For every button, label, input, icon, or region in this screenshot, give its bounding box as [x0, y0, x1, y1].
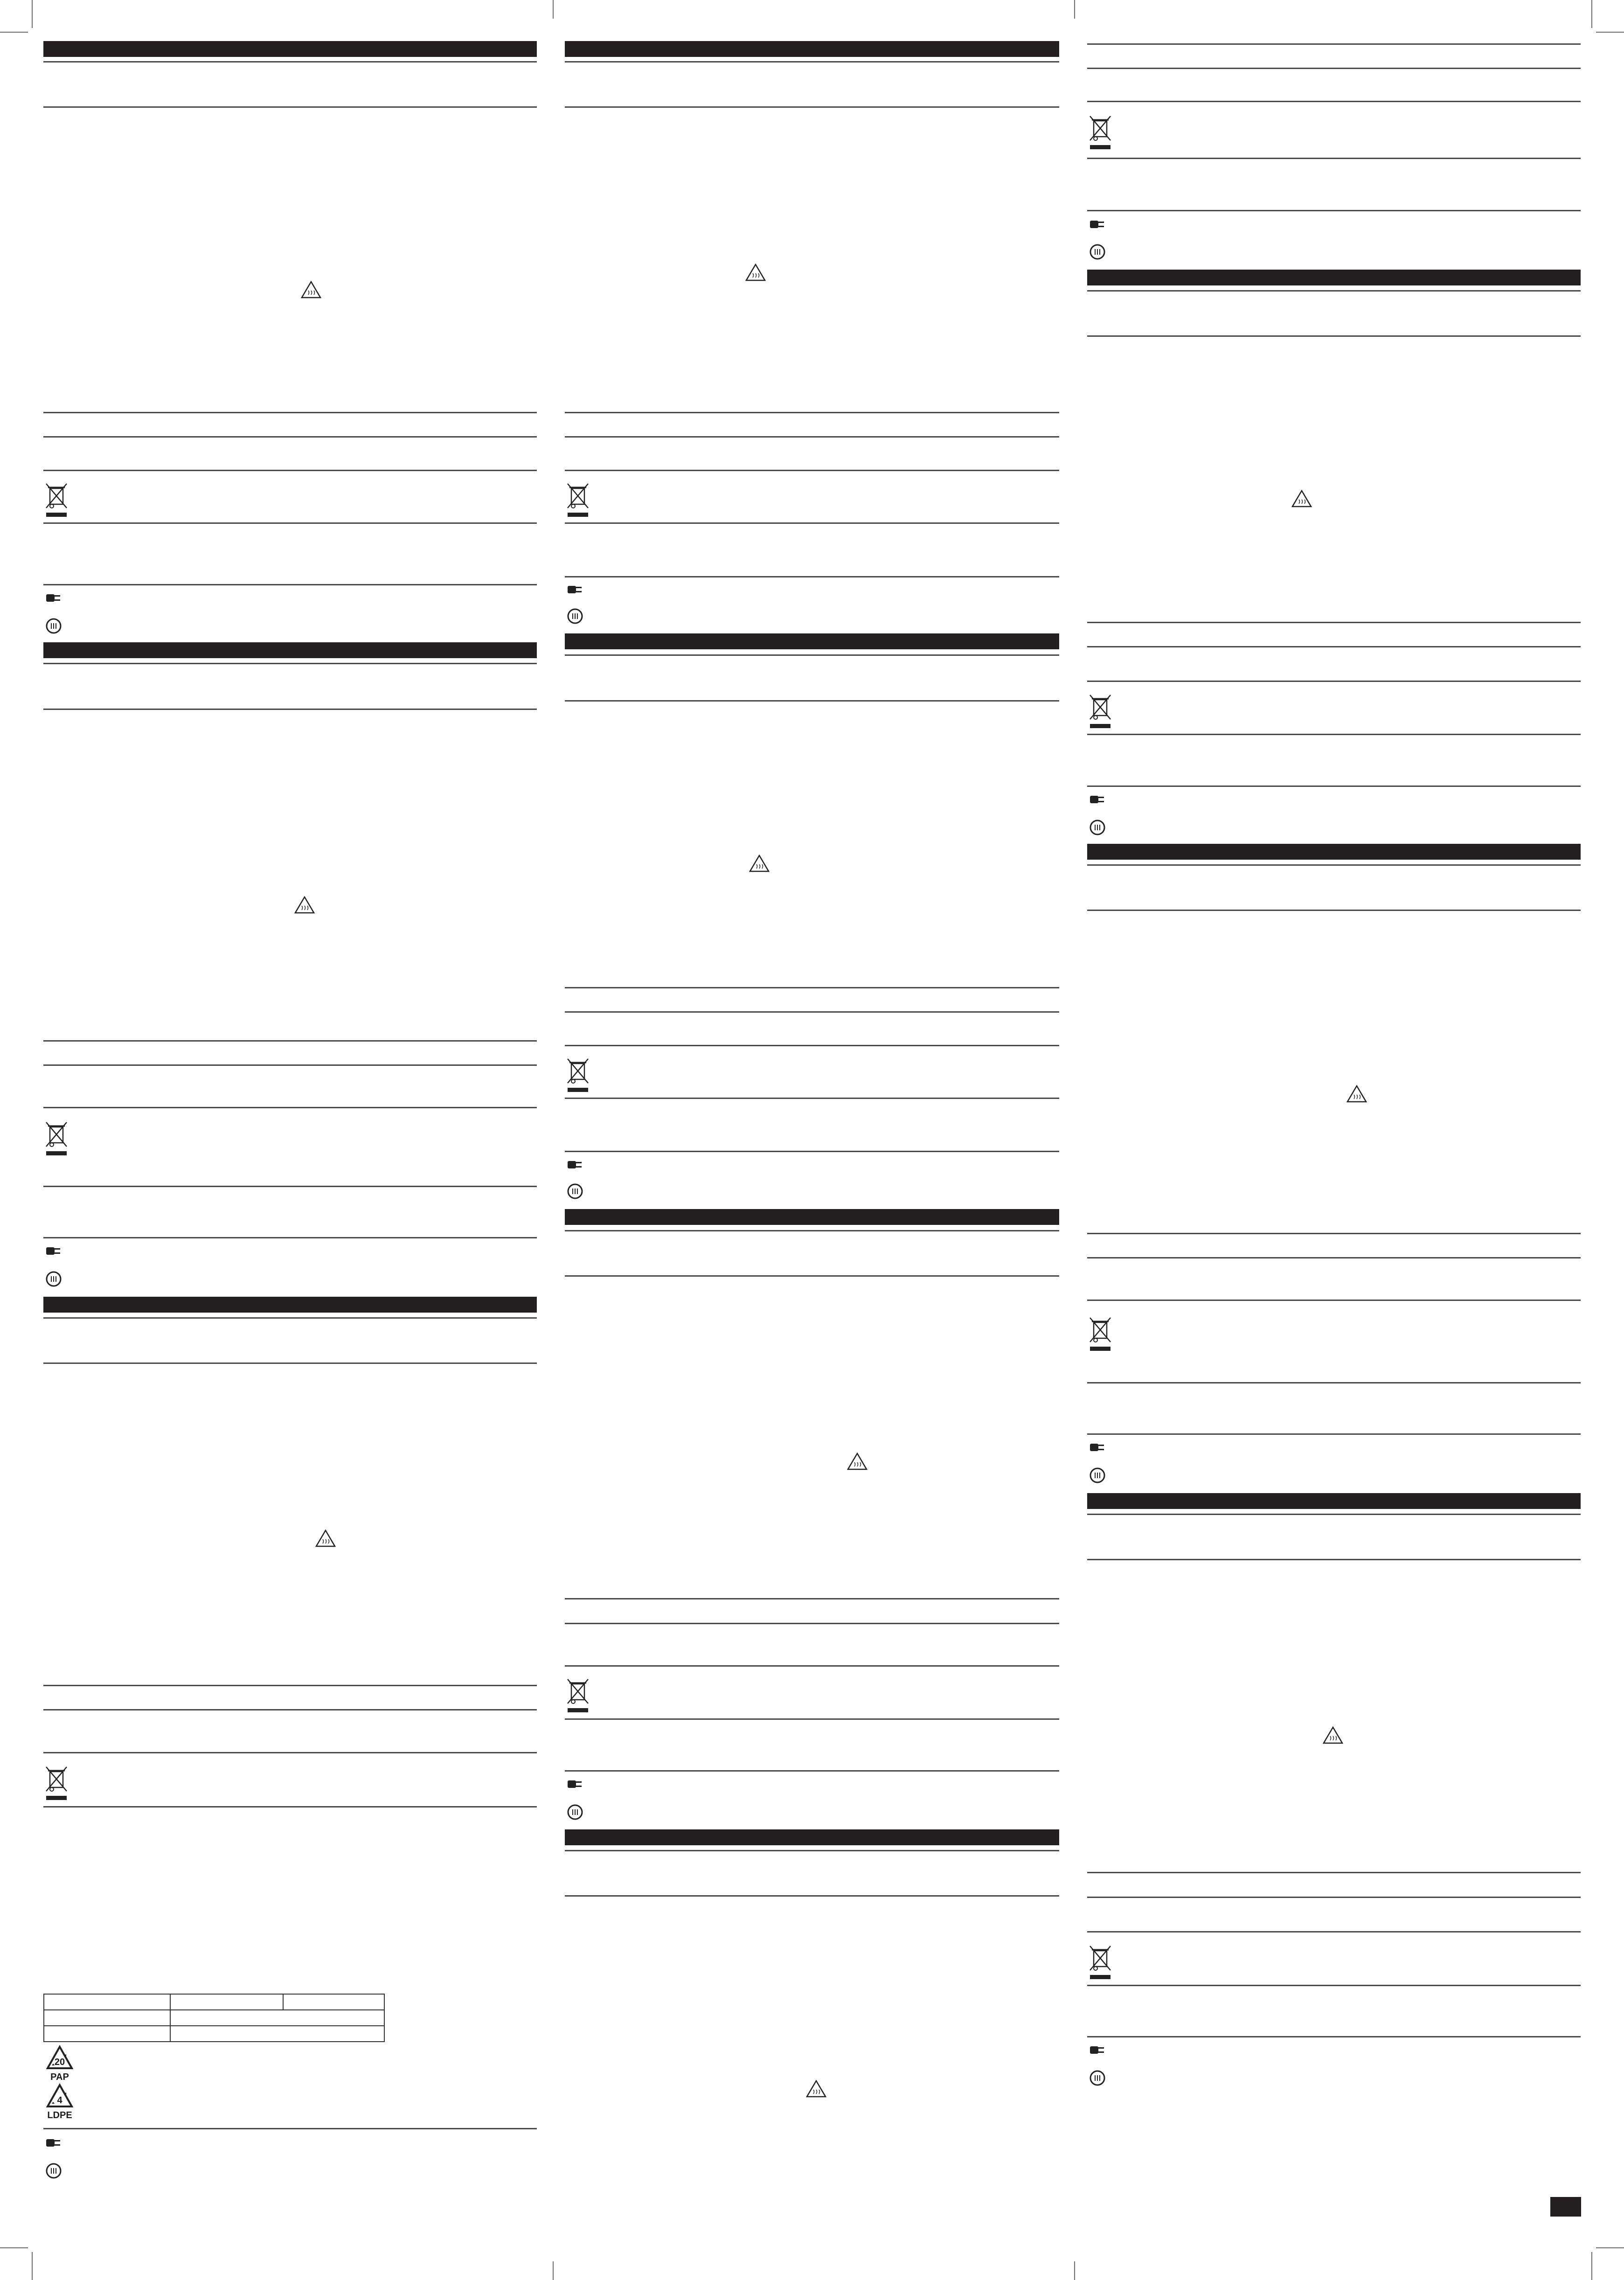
divider — [565, 436, 1059, 438]
divider — [565, 1623, 1059, 1624]
divider — [1087, 734, 1581, 735]
table-row — [44, 2026, 384, 2042]
language-heading-bar — [43, 642, 537, 658]
divider — [565, 1598, 1059, 1599]
divider — [43, 584, 537, 585]
divider — [565, 700, 1059, 702]
divider — [43, 412, 537, 413]
divider — [1087, 290, 1581, 292]
divider — [1087, 910, 1581, 911]
hot-surface-warning-icon — [1323, 1726, 1343, 1744]
divider — [565, 1011, 1059, 1013]
divider — [43, 522, 537, 524]
auto-off-timer-icon — [567, 1183, 583, 1200]
divider — [1087, 864, 1581, 866]
fold-mark — [1074, 2261, 1075, 2280]
divider — [1087, 1300, 1581, 1301]
power-plug-icon — [45, 2138, 61, 2148]
divider — [43, 1040, 537, 1042]
recycling-code: 20 — [54, 2057, 65, 2067]
divider — [43, 1709, 537, 1710]
paper-recycling-symbol — [43, 2045, 76, 2082]
divider — [1087, 2036, 1581, 2037]
divider — [43, 1317, 537, 1319]
language-heading-bar — [1087, 844, 1581, 860]
divider — [1087, 1872, 1581, 1873]
crossed-out-wheelie-bin-icon — [45, 482, 69, 518]
auto-off-timer-icon — [45, 618, 62, 634]
divider — [565, 1770, 1059, 1772]
language-heading-bar — [43, 1297, 537, 1313]
divider — [43, 1237, 537, 1238]
fold-mark — [553, 0, 554, 19]
divider — [565, 106, 1059, 108]
table-cell — [44, 1994, 170, 2010]
divider — [565, 1665, 1059, 1667]
crop-mark — [0, 32, 28, 33]
divider — [43, 436, 537, 438]
language-heading-bar — [565, 41, 1059, 57]
divider — [565, 1098, 1059, 1099]
crop-mark — [32, 0, 33, 28]
divider — [43, 106, 537, 108]
divider — [43, 1685, 537, 1686]
fold-mark — [553, 2261, 554, 2280]
divider — [1087, 1931, 1581, 1932]
divider — [1087, 1233, 1581, 1234]
divider — [1087, 101, 1581, 102]
language-heading-bar — [565, 1209, 1059, 1225]
fold-mark — [1074, 0, 1075, 19]
recycling-label: PAP — [50, 2072, 69, 2082]
power-plug-icon — [567, 1780, 583, 1789]
recycling-label: LDPE — [47, 2110, 72, 2120]
crossed-out-wheelie-bin-icon — [1089, 1316, 1112, 1352]
divider — [43, 1107, 537, 1108]
recycling-code: 4 — [57, 2095, 62, 2106]
divider — [1087, 1382, 1581, 1383]
divider — [565, 1275, 1059, 1277]
table-cell — [283, 1994, 384, 2010]
divider — [43, 470, 537, 471]
power-plug-icon — [567, 1160, 583, 1169]
divider — [1087, 646, 1581, 647]
divider — [565, 1230, 1059, 1231]
power-plug-icon — [1089, 2045, 1105, 2055]
divider — [1087, 681, 1581, 682]
divider — [43, 1806, 537, 1807]
language-heading-bar — [43, 41, 537, 57]
divider — [1087, 1257, 1581, 1258]
crop-mark — [1596, 2247, 1624, 2248]
auto-off-timer-icon — [567, 608, 583, 625]
hot-surface-warning-icon — [1291, 490, 1312, 507]
divider — [565, 1045, 1059, 1046]
power-plug-icon — [1089, 795, 1105, 804]
language-heading-bar — [565, 1829, 1059, 1845]
auto-off-timer-icon — [1089, 2070, 1106, 2086]
leaflet-column-3 — [1087, 0, 1582, 2280]
auto-off-timer-icon — [1089, 243, 1106, 260]
power-plug-icon — [1089, 1443, 1105, 1452]
table-cell — [170, 1994, 283, 2010]
leaflet-column-2 — [565, 0, 1060, 2280]
auto-off-timer-icon — [1089, 819, 1106, 836]
crop-mark — [1591, 0, 1592, 28]
language-heading-bar — [565, 633, 1059, 649]
hot-surface-warning-icon — [806, 2080, 826, 2098]
divider — [43, 1186, 537, 1187]
divider — [565, 1718, 1059, 1720]
divider — [1087, 1985, 1581, 1986]
divider — [565, 654, 1059, 656]
hot-surface-warning-icon — [749, 855, 770, 872]
divider — [43, 61, 537, 63]
crossed-out-wheelie-bin-icon — [567, 482, 590, 518]
divider — [565, 1151, 1059, 1152]
power-plug-icon — [567, 585, 583, 594]
auto-off-timer-icon — [567, 1804, 583, 1821]
crop-mark — [32, 2252, 33, 2280]
hot-surface-warning-icon — [847, 1453, 868, 1470]
divider — [1087, 158, 1581, 159]
divider — [43, 1752, 537, 1753]
hot-surface-warning-icon — [294, 896, 315, 914]
auto-off-timer-icon — [1089, 1467, 1106, 1484]
divider — [1087, 1433, 1581, 1435]
leaflet-column-1 — [43, 0, 538, 2280]
table-cell — [170, 2026, 384, 2042]
table-cell — [44, 2010, 170, 2026]
divider — [1087, 1559, 1581, 1560]
divider — [565, 61, 1059, 63]
hot-surface-warning-icon — [745, 264, 766, 281]
ldpe-recycling-symbol — [43, 2083, 76, 2120]
crossed-out-wheelie-bin-icon — [567, 1057, 590, 1093]
divider — [43, 663, 537, 664]
language-heading-bar — [1087, 270, 1581, 285]
divider — [43, 1362, 537, 1364]
divider — [565, 1850, 1059, 1851]
crop-mark — [1591, 2252, 1592, 2280]
divider — [43, 709, 537, 710]
auto-off-timer-icon — [45, 2162, 62, 2179]
crossed-out-wheelie-bin-icon — [45, 1120, 69, 1157]
divider — [565, 576, 1059, 577]
power-plug-icon — [45, 1246, 61, 1256]
power-plug-icon — [1089, 220, 1105, 229]
divider — [1087, 622, 1581, 623]
crossed-out-wheelie-bin-icon — [1089, 693, 1112, 730]
divider — [1087, 785, 1581, 787]
table-row — [44, 1994, 384, 2010]
divider — [1087, 335, 1581, 337]
table-cell — [170, 2010, 384, 2026]
technical-data-table — [43, 1994, 385, 2042]
auto-off-timer-icon — [45, 1271, 62, 1287]
hot-surface-warning-icon — [1346, 1085, 1367, 1103]
divider — [565, 987, 1059, 988]
divider — [43, 1064, 537, 1066]
divider — [43, 2128, 537, 2129]
crossed-out-wheelie-bin-icon — [567, 1677, 590, 1714]
crossed-out-wheelie-bin-icon — [1089, 1944, 1112, 1981]
divider — [1087, 210, 1581, 211]
divider — [1087, 68, 1581, 69]
divider — [565, 470, 1059, 471]
page-number-tab — [1550, 2197, 1581, 2217]
crop-mark — [1596, 32, 1624, 33]
hot-surface-warning-icon — [315, 1529, 336, 1547]
divider — [565, 1895, 1059, 1897]
crossed-out-wheelie-bin-icon — [1089, 114, 1112, 151]
language-heading-bar — [1087, 1493, 1581, 1509]
divider — [1087, 1897, 1581, 1898]
crossed-out-wheelie-bin-icon — [45, 1765, 69, 1801]
divider — [1087, 1514, 1581, 1515]
divider — [565, 412, 1059, 413]
hot-surface-warning-icon — [301, 281, 321, 299]
power-plug-icon — [45, 593, 61, 603]
table-cell — [44, 2026, 170, 2042]
divider — [565, 522, 1059, 524]
table-row — [44, 2010, 384, 2026]
crop-mark — [0, 2247, 28, 2248]
divider — [1087, 43, 1581, 45]
